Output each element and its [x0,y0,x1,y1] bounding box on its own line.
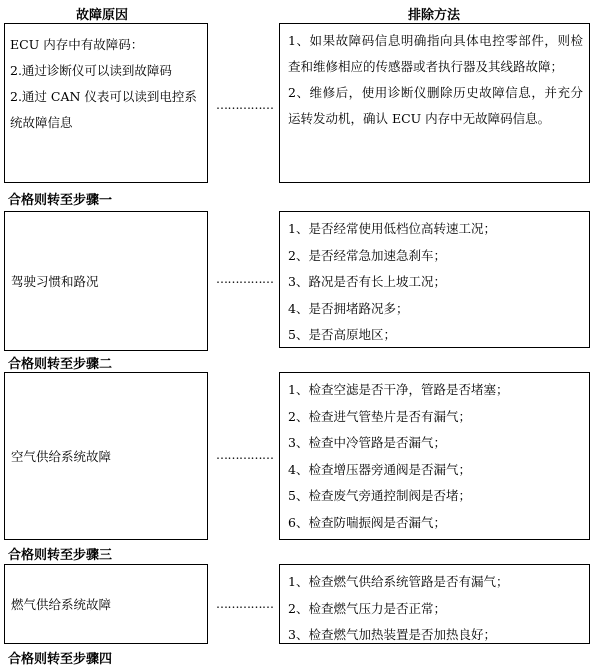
remedy-box-gas-supply [279,564,590,644]
pass-label-step-1: 合格则转至步骤一 [8,193,113,208]
remedy-item: 5、是否高原地区； [288,327,396,343]
remedy-item: 4、检查增压器旁通阀是否漏气； [288,461,471,477]
remedy-item: 1、如果故障码信息明确指向具体电控零部件，则检查和维修相应的传感器或者执行器及其线路故障； [288,33,583,74]
header-remedy: 排除方法 [408,8,461,23]
remedy-item: 3、检查燃气加热装置是否加热良好； [288,627,496,643]
remedy-item: 3、路况是否有长上坡工况； [288,274,446,290]
pass-label-step-2: 合格则转至步骤二 [8,357,113,372]
cause-line: 2.通过 CAN 仪表可以读到电控系统故障信息 [10,89,197,130]
remedy-item: 1、是否经常使用低档位高转速工况； [288,221,496,236]
remedy-box-ecu-fault-code [279,23,590,183]
remedy-item: 1、检查燃气供给系统管路是否有漏气； [288,574,509,589]
remedy-item: 2、检查进气管垫片是否有漏气； [288,408,471,424]
connector-dots: …………… [216,98,274,112]
cause-box-driving-habits [4,211,208,351]
remedy-item: 3、检查中冷管路是否漏气； [288,435,446,451]
connector-dots: …………… [216,272,274,286]
connector-dots: …………… [216,597,274,611]
remedy-item: 2、维修后，使用诊断仪删除历史故障信息，并充分运转发动机，确认 ECU 内存中无故障码信息。 [288,85,583,126]
cause-line: ECU 内存中有故障码： [10,37,144,52]
remedy-box-air-supply [279,372,590,540]
connector-dots: …………… [216,448,274,462]
remedy-item: 4、是否拥堵路况多； [288,300,409,316]
remedy-item: 6、检查防喘振阀是否漏气； [288,514,446,530]
pass-label-step-3: 合格则转至步骤三 [8,548,113,563]
cause-line: 驾驶习惯和路况 [11,274,99,289]
remedy-item: 1、检查空滤是否干净，管路是否堵塞； [288,382,509,397]
pass-label-step-4: 合格则转至步骤四 [8,652,113,667]
cause-box-ecu-fault-code [4,23,208,183]
cause-line: 燃气供给系统故障 [11,597,112,612]
cause-box-gas-supply [4,564,208,644]
cause-line: 空气供给系统故障 [11,449,112,464]
remedy-item: 2、是否经常急加速急刹车； [288,247,446,263]
header-cause: 故障原因 [76,8,129,23]
remedy-item: 2、检查燃气压力是否正常； [288,600,446,616]
remedy-item: 5、检查废气旁通控制阀是否堵； [288,488,471,504]
cause-box-air-supply [4,372,208,540]
remedy-box-driving-habits [279,211,590,348]
cause-line: 2.通过诊断仪可以读到故障码 [10,63,172,78]
